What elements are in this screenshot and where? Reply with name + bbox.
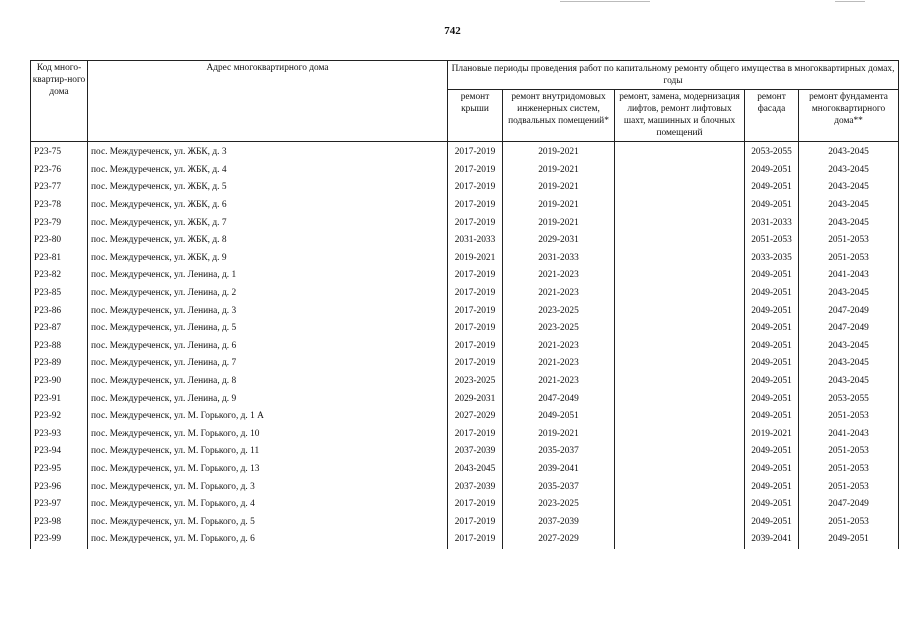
table-row [31, 267, 899, 285]
cell-systems: 2021-2023 [503, 355, 615, 373]
cell-code: P23-79 [31, 215, 88, 233]
cell-facade: 2019-2021 [745, 426, 799, 444]
cell-foundation: 2051-2053 [799, 250, 899, 268]
header-facade: ремонт фасада [745, 90, 799, 142]
cell-facade: 2049-2051 [745, 162, 799, 180]
cell-facade: 2031-2033 [745, 215, 799, 233]
table-row [31, 531, 899, 549]
cell-code: P23-99 [31, 531, 88, 549]
table-row [31, 443, 899, 461]
table-row [31, 303, 899, 321]
cell-facade: 2053-2055 [745, 142, 799, 162]
table-row [31, 320, 899, 338]
header-address: Адрес многоквартирного дома [88, 61, 448, 142]
cell-code: P23-82 [31, 267, 88, 285]
table-body [31, 142, 899, 549]
cell-elevators [615, 215, 745, 233]
cell-facade: 2049-2051 [745, 478, 799, 496]
cell-address: пос. Междуреченск, ул. Ленина, д. 7 [88, 355, 448, 373]
cell-roof: 2017-2019 [448, 267, 503, 285]
cell-elevators [615, 303, 745, 321]
header-systems: ремонт внутридомовых инженерных систем, подвальных помещений* [503, 90, 615, 142]
cell-facade: 2049-2051 [745, 267, 799, 285]
cell-systems: 2031-2033 [503, 250, 615, 268]
cell-address: пос. Междуреченск, ул. ЖБК, д. 3 [88, 142, 448, 162]
cell-facade: 2049-2051 [745, 443, 799, 461]
cell-facade: 2049-2051 [745, 355, 799, 373]
cell-systems: 2019-2021 [503, 197, 615, 215]
cell-code: P23-96 [31, 478, 88, 496]
header-periods-group: Плановые периоды проведения работ по капитальному ремонту общего имущества в многоквартирных домах, годы [448, 61, 899, 90]
cell-roof: 2043-2045 [448, 461, 503, 479]
table-row [31, 338, 899, 356]
table-row [31, 250, 899, 268]
cell-roof: 2023-2025 [448, 373, 503, 391]
cell-systems: 2037-2039 [503, 514, 615, 532]
cell-address: пос. Междуреченск, ул. Ленина, д. 6 [88, 338, 448, 356]
header-foundation: ремонт фундамента многоквартирного дома** [799, 90, 899, 142]
cell-foundation: 2043-2045 [799, 142, 899, 162]
cell-address: пос. Междуреченск, ул. ЖБК, д. 8 [88, 232, 448, 250]
cell-facade: 2049-2051 [745, 303, 799, 321]
cell-elevators [615, 373, 745, 391]
cell-code: P23-95 [31, 461, 88, 479]
cell-address: пос. Междуреченск, ул. Ленина, д. 8 [88, 373, 448, 391]
cell-facade: 2039-2041 [745, 531, 799, 549]
cell-systems: 2021-2023 [503, 373, 615, 391]
cell-roof: 2017-2019 [448, 162, 503, 180]
cell-code: P23-97 [31, 496, 88, 514]
cell-roof: 2029-2031 [448, 391, 503, 409]
cell-roof: 2017-2019 [448, 496, 503, 514]
cell-facade: 2033-2035 [745, 250, 799, 268]
cell-code: P23-76 [31, 162, 88, 180]
cell-address: пос. Междуреченск, ул. Ленина, д. 2 [88, 285, 448, 303]
cell-address: пос. Междуреченск, ул. М. Горького, д. 4 [88, 496, 448, 514]
table-row [31, 391, 899, 409]
cell-code: P23-75 [31, 142, 88, 162]
cell-foundation: 2049-2051 [799, 531, 899, 549]
cell-address: пос. Междуреченск, ул. ЖБК, д. 4 [88, 162, 448, 180]
cell-code: P23-88 [31, 338, 88, 356]
cell-facade: 2049-2051 [745, 408, 799, 426]
cell-roof: 2017-2019 [448, 179, 503, 197]
cell-elevators [615, 443, 745, 461]
cell-code: P23-86 [31, 303, 88, 321]
table-row [31, 162, 899, 180]
cell-systems: 2019-2021 [503, 179, 615, 197]
cell-code: P23-89 [31, 355, 88, 373]
cell-elevators [615, 461, 745, 479]
cell-code: P23-85 [31, 285, 88, 303]
table-row [31, 461, 899, 479]
cell-code: P23-81 [31, 250, 88, 268]
cell-foundation: 2051-2053 [799, 408, 899, 426]
cell-elevators [615, 232, 745, 250]
page-number: 742 [444, 25, 461, 37]
cell-address: пос. Междуреченск, ул. ЖБК, д. 9 [88, 250, 448, 268]
cell-elevators [615, 267, 745, 285]
cell-facade: 2049-2051 [745, 338, 799, 356]
cell-roof: 2017-2019 [448, 355, 503, 373]
scan-artifact [835, 1, 865, 2]
cell-roof: 2017-2019 [448, 514, 503, 532]
cell-roof: 2017-2019 [448, 142, 503, 162]
scan-artifact [560, 1, 650, 2]
cell-foundation: 2043-2045 [799, 215, 899, 233]
cell-foundation: 2051-2053 [799, 461, 899, 479]
cell-foundation: 2051-2053 [799, 232, 899, 250]
cell-address: пос. Междуреченск, ул. М. Горького, д. 6 [88, 531, 448, 549]
cell-elevators [615, 514, 745, 532]
table-row [31, 408, 899, 426]
cell-systems: 2019-2021 [503, 426, 615, 444]
cell-foundation: 2043-2045 [799, 197, 899, 215]
cell-roof: 2017-2019 [448, 215, 503, 233]
cell-elevators [615, 162, 745, 180]
cell-foundation: 2047-2049 [799, 303, 899, 321]
header-elevators: ремонт, замена, модернизация лифтов, ремонт лифтовых шахт, машинных и блочных помещений [615, 90, 745, 142]
cell-roof: 2017-2019 [448, 338, 503, 356]
cell-roof: 2017-2019 [448, 285, 503, 303]
table-row [31, 197, 899, 215]
cell-foundation: 2041-2043 [799, 267, 899, 285]
cell-facade: 2049-2051 [745, 373, 799, 391]
cell-systems: 2035-2037 [503, 443, 615, 461]
cell-facade: 2049-2051 [745, 496, 799, 514]
cell-systems: 2019-2021 [503, 142, 615, 162]
cell-elevators [615, 531, 745, 549]
cell-roof: 2017-2019 [448, 531, 503, 549]
cell-facade: 2049-2051 [745, 514, 799, 532]
cell-foundation: 2043-2045 [799, 285, 899, 303]
cell-roof: 2017-2019 [448, 426, 503, 444]
cell-address: пос. Междуреченск, ул. Ленина, д. 5 [88, 320, 448, 338]
cell-systems: 2035-2037 [503, 478, 615, 496]
cell-code: P23-80 [31, 232, 88, 250]
cell-facade: 2049-2051 [745, 391, 799, 409]
cell-roof: 2019-2021 [448, 250, 503, 268]
cell-code: P23-78 [31, 197, 88, 215]
table-row [31, 514, 899, 532]
cell-code: P23-98 [31, 514, 88, 532]
table-row [31, 496, 899, 514]
cell-foundation: 2047-2049 [799, 320, 899, 338]
cell-foundation: 2047-2049 [799, 496, 899, 514]
table-row [31, 426, 899, 444]
cell-elevators [615, 426, 745, 444]
cell-systems: 2019-2021 [503, 162, 615, 180]
cell-foundation: 2041-2043 [799, 426, 899, 444]
cell-roof: 2017-2019 [448, 197, 503, 215]
cell-elevators [615, 496, 745, 514]
table-row [31, 232, 899, 250]
cell-foundation: 2051-2053 [799, 514, 899, 532]
table-row [31, 285, 899, 303]
header-roof: ремонт крыши [448, 90, 503, 142]
cell-address: пос. Междуреченск, ул. Ленина, д. 3 [88, 303, 448, 321]
repair-schedule-table [30, 60, 899, 549]
cell-roof: 2017-2019 [448, 303, 503, 321]
cell-foundation: 2043-2045 [799, 355, 899, 373]
cell-elevators [615, 285, 745, 303]
cell-elevators [615, 179, 745, 197]
cell-foundation: 2053-2055 [799, 391, 899, 409]
cell-foundation: 2043-2045 [799, 179, 899, 197]
cell-facade: 2049-2051 [745, 285, 799, 303]
cell-elevators [615, 320, 745, 338]
cell-systems: 2021-2023 [503, 338, 615, 356]
cell-elevators [615, 197, 745, 215]
cell-code: P23-77 [31, 179, 88, 197]
table-row [31, 142, 899, 162]
cell-roof: 2017-2019 [448, 320, 503, 338]
table-row [31, 215, 899, 233]
cell-address: пос. Междуреченск, ул. М. Горького, д. 13 [88, 461, 448, 479]
cell-elevators [615, 338, 745, 356]
cell-systems: 2039-2041 [503, 461, 615, 479]
cell-elevators [615, 408, 745, 426]
cell-roof: 2031-2033 [448, 232, 503, 250]
cell-facade: 2049-2051 [745, 461, 799, 479]
table-row [31, 478, 899, 496]
cell-address: пос. Междуреченск, ул. М. Горького, д. 11 [88, 443, 448, 461]
cell-address: пос. Междуреченск, ул. Ленина, д. 1 [88, 267, 448, 285]
cell-elevators [615, 250, 745, 268]
cell-foundation: 2043-2045 [799, 338, 899, 356]
cell-code: P23-92 [31, 408, 88, 426]
cell-elevators [615, 391, 745, 409]
cell-address: пос. Междуреченск, ул. М. Горького, д. 10 [88, 426, 448, 444]
cell-facade: 2049-2051 [745, 320, 799, 338]
cell-address: пос. Междуреченск, ул. ЖБК, д. 5 [88, 179, 448, 197]
cell-address: пос. Междуреченск, ул. ЖБК, д. 7 [88, 215, 448, 233]
cell-address: пос. Междуреченск, ул. М. Горького, д. 5 [88, 514, 448, 532]
cell-code: P23-94 [31, 443, 88, 461]
cell-address: пос. Междуреченск, ул. ЖБК, д. 6 [88, 197, 448, 215]
cell-systems: 2019-2021 [503, 215, 615, 233]
table-row [31, 355, 899, 373]
cell-code: P23-87 [31, 320, 88, 338]
cell-systems: 2023-2025 [503, 303, 615, 321]
cell-roof: 2037-2039 [448, 478, 503, 496]
cell-foundation: 2051-2053 [799, 478, 899, 496]
cell-systems: 2021-2023 [503, 267, 615, 285]
cell-elevators [615, 478, 745, 496]
cell-code: P23-93 [31, 426, 88, 444]
cell-address: пос. Междуреченск, ул. М. Горького, д. 1 А [88, 408, 448, 426]
cell-roof: 2037-2039 [448, 443, 503, 461]
cell-facade: 2051-2053 [745, 232, 799, 250]
cell-elevators [615, 355, 745, 373]
cell-systems: 2047-2049 [503, 391, 615, 409]
cell-code: P23-90 [31, 373, 88, 391]
cell-roof: 2027-2029 [448, 408, 503, 426]
cell-address: пос. Междуреченск, ул. Ленина, д. 9 [88, 391, 448, 409]
cell-address: пос. Междуреченск, ул. М. Горького, д. 3 [88, 478, 448, 496]
cell-facade: 2049-2051 [745, 197, 799, 215]
cell-elevators [615, 142, 745, 162]
cell-systems: 2023-2025 [503, 320, 615, 338]
cell-facade: 2049-2051 [745, 179, 799, 197]
cell-code: P23-91 [31, 391, 88, 409]
cell-foundation: 2051-2053 [799, 443, 899, 461]
cell-foundation: 2043-2045 [799, 162, 899, 180]
table-row [31, 179, 899, 197]
cell-systems: 2029-2031 [503, 232, 615, 250]
table-row [31, 373, 899, 391]
cell-systems: 2049-2051 [503, 408, 615, 426]
cell-systems: 2021-2023 [503, 285, 615, 303]
cell-systems: 2023-2025 [503, 496, 615, 514]
cell-foundation: 2043-2045 [799, 373, 899, 391]
header-code: Код много-квартир-ного дома [31, 61, 88, 142]
cell-systems: 2027-2029 [503, 531, 615, 549]
